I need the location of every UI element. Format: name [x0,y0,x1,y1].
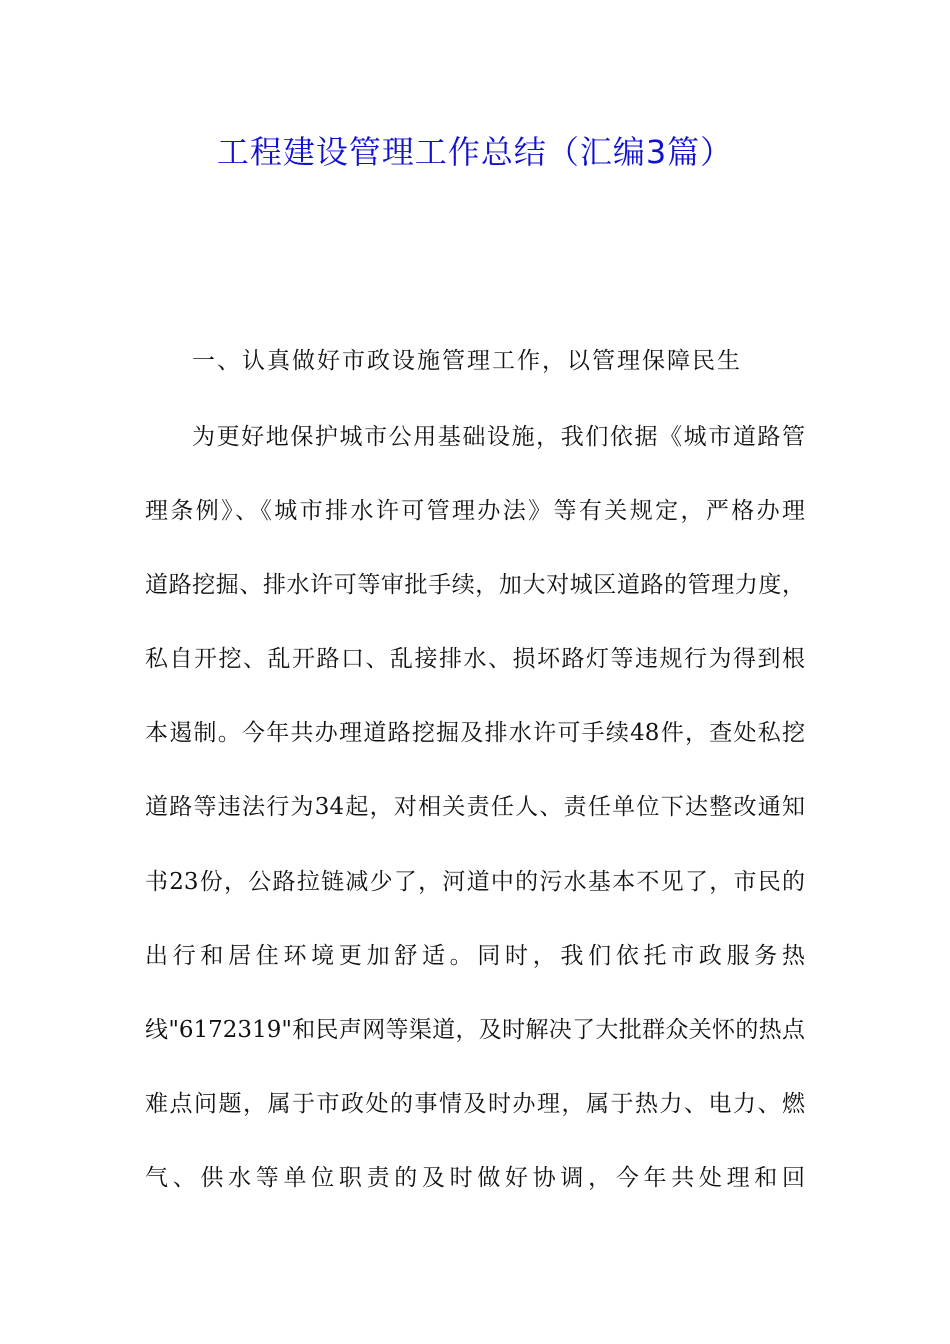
paragraph-line: 本遏制。今年共办理道路挖掘及排水许可手续48件，查处私挖 [145,720,805,746]
paragraph-line: 道路等违法行为34起，对相关责任人、责任单位下达整改通知 [145,794,805,820]
paragraph-line: 出行和居住环境更加舒适。同时，我们依托市政服务热 [145,943,805,969]
paragraph-line: 线"6172319"和民声网等渠道，及时解决了大批群众关怀的热点 [145,1017,805,1043]
paragraph-line: 为更好地保护城市公用基础设施，我们依据《城市道路管 [192,424,805,450]
paragraph-line: 私自开挖、乱开路口、乱接排水、损坏路灯等违规行为得到根 [145,646,805,672]
paragraph-line: 理条例》、《城市排水许可管理办法》等有关规定，严格办理 [145,498,805,524]
paragraph-line: 书23份，公路拉链减少了，河道中的污水基本不见了，市民的 [145,869,805,895]
paragraph-line: 难点问题，属于市政处的事情及时办理，属于热力、电力、燃 [145,1091,805,1117]
paragraph-line: 道路挖掘、排水许可等审批手续，加大对城区道路的管理力度， [145,572,805,598]
document-title: 工程建设管理工作总结（汇编3篇） [216,133,734,171]
paragraph-line: 气、供水等单位职责的及时做好协调，今年共处理和回 [145,1165,805,1191]
section-heading: 一、认真做好市政设施管理工作，以管理保障民生 [192,348,742,374]
